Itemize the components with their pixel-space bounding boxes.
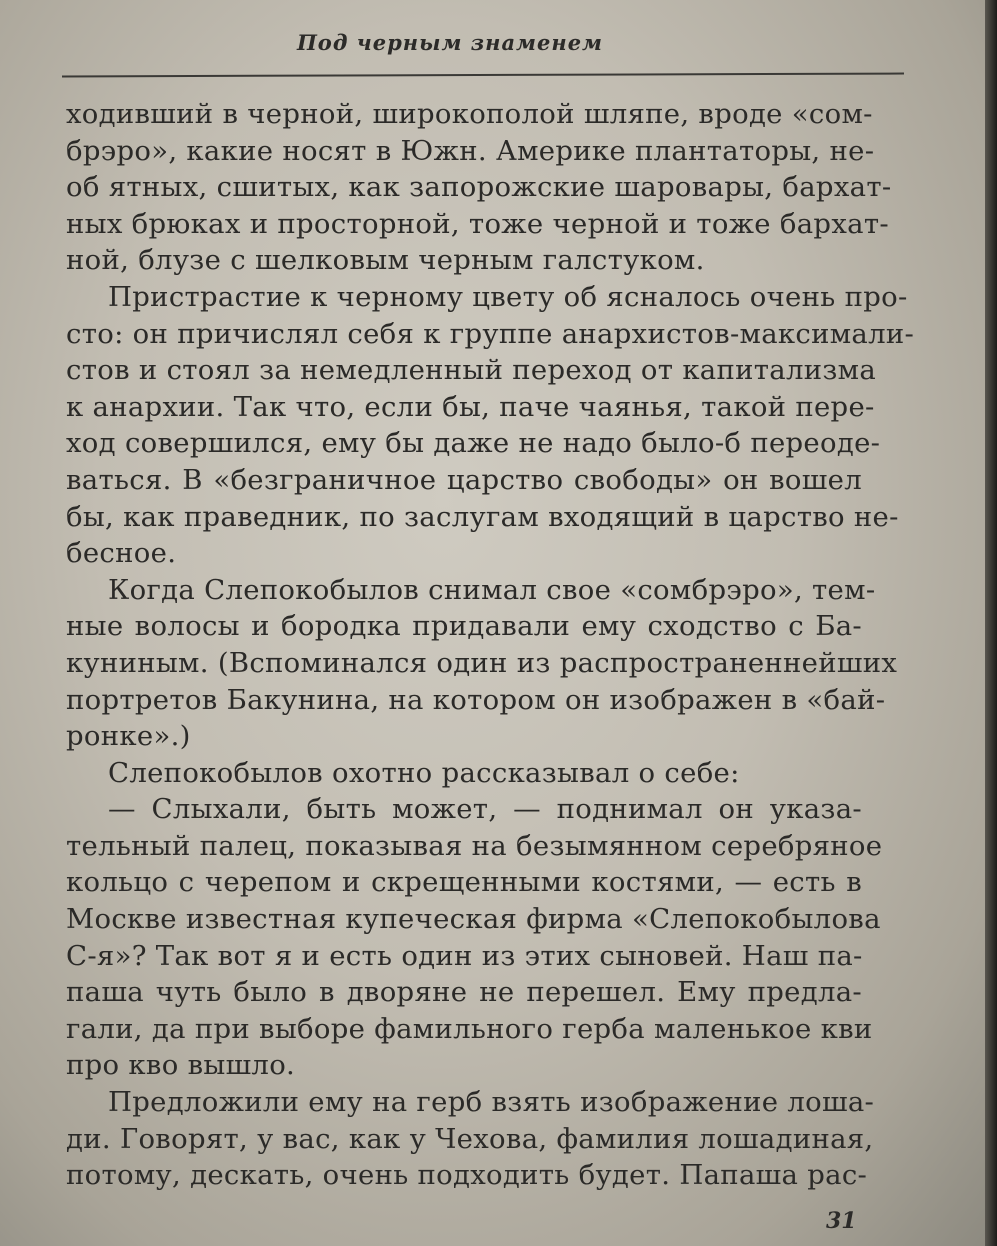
text-line: Москве известная купеческая фирма «Слепокобылова: [66, 903, 881, 936]
text-line: паша чуть было в дворяне не перешел. Ему предла-: [66, 976, 862, 1009]
text-line: ди. Говорят, у вас, как у Чехова, фамилия лошадиная,: [66, 1122, 874, 1155]
text-line: стов и стоял за немедленный переход от капитализма: [66, 354, 877, 387]
text-line: — Слыхали, быть может, — поднимал он указа-: [108, 793, 862, 826]
text-line: об ятных, сшитых, как запорожские шаровары, бархат-: [66, 171, 892, 204]
text-line: брэро», какие носят в Южн. Америке плантаторы, не-: [66, 134, 875, 167]
text-line: сто: он причислял себя к группе анархистов-максимали-: [66, 317, 915, 350]
text-line: ных брюках и просторной, тоже черной и тоже бархат-: [66, 207, 889, 240]
text-line: к анархии. Так что, если бы, паче чаянья, такой пере-: [66, 390, 875, 423]
running-head: Под черным знаменем: [296, 30, 604, 55]
text-line: ходивший в черной, широкополой шляпе, вроде «сом-: [66, 98, 873, 130]
page-number: 31: [826, 1208, 857, 1234]
text-line: потому, дескать, очень подходить будет. Папаша рас-: [66, 1159, 868, 1192]
text-line: Слепокобылов охотно рассказывал о себе:: [108, 756, 740, 789]
text-line: бесное.: [66, 537, 177, 570]
text-line: ной, блузе с шелковым черным галстуком.: [66, 244, 705, 277]
text-line: куниным. (Вспоминался один из распространеннейших: [66, 646, 898, 679]
text-line: Когда Слепокобылов снимал свое «сомбрэро», тем-: [108, 573, 876, 606]
text-line: тельный палец, показывая на безымянном серебряное: [66, 829, 883, 862]
text-line: ваться. В «безграничное царство свободы» он вошел: [66, 463, 862, 496]
text-line: Предложили ему на герб взять изображение лоша-: [108, 1086, 875, 1119]
text-line: ные волосы и бородка придавали ему сходство с Ба-: [66, 610, 862, 643]
text-line: С-я»? Так вот я и есть один из этих сыновей. Наш па-: [66, 939, 863, 972]
header-rule: [62, 73, 904, 78]
text-line: ронке».): [66, 720, 191, 753]
text-line: ход совершился, ему бы даже не надо было-б переоде-: [66, 427, 881, 460]
text-line: портретов Бакунина, на котором он изображен в «бай-: [66, 683, 886, 716]
text-line: про кво вышло.: [66, 1049, 296, 1082]
text-line: гали, да при выборе фамильного герба маленькое кви: [66, 1012, 873, 1045]
body-text: [66, 96, 915, 1194]
text-line: кольцо с черепом и скрещенными костями, — есть в: [66, 866, 862, 899]
text-line: бы, как праведник, по заслугам входящий в царство не-: [66, 500, 899, 533]
page-edge-shadow: [985, 0, 997, 1246]
text-line: Пристрастие к черному цвету об ясналось очень про-: [108, 280, 908, 313]
